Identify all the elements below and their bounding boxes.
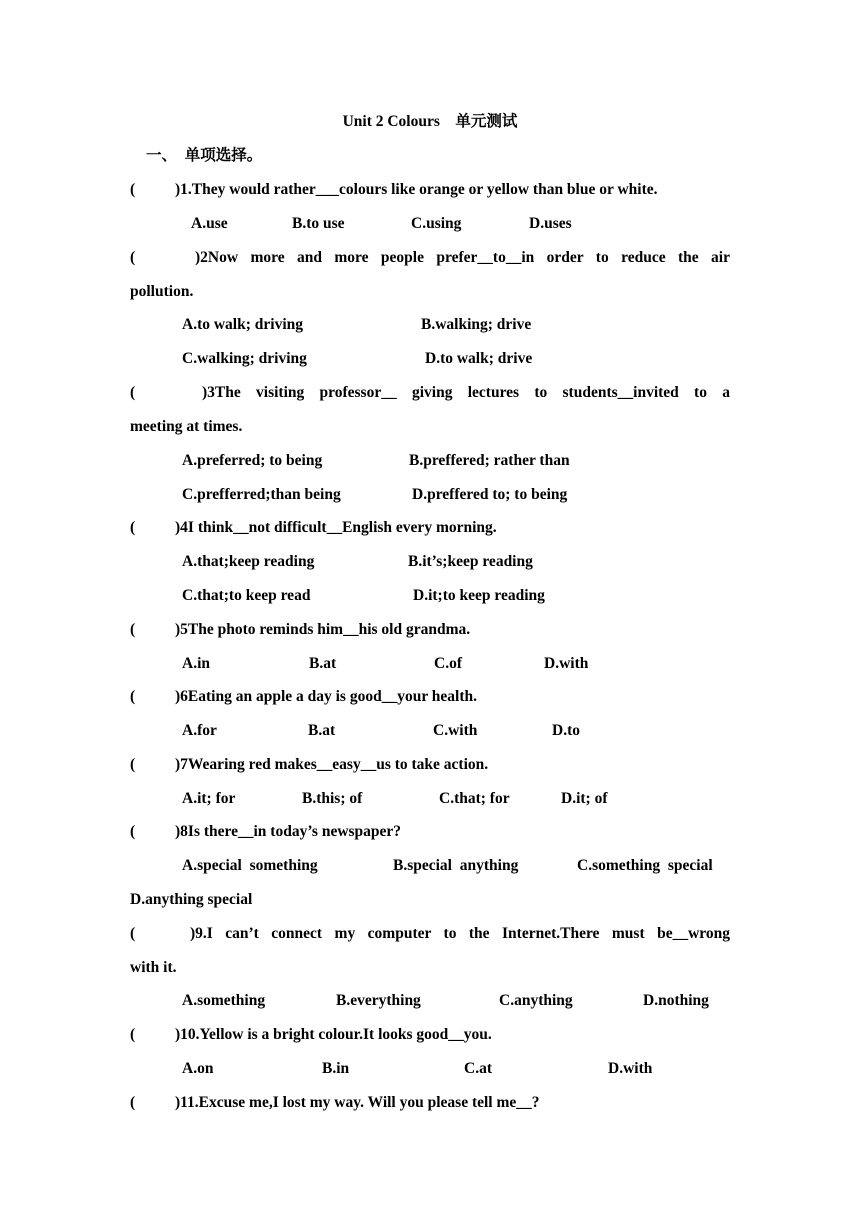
page-title: Unit 2 Colours 单元测试 <box>342 113 518 130</box>
question-8: ( )8Is there__in today’s newspaper? <box>130 823 402 840</box>
option-b: B.at <box>309 655 337 672</box>
question-10: ( )10.Yellow is a bright colour.It looks good__you. <box>130 1026 492 1043</box>
option-b: B.preffered; rather than <box>409 452 570 469</box>
option-a: A.in <box>182 655 210 672</box>
option-b: B.in <box>322 1060 350 1077</box>
question-1: ( )1.They would rather___colours like orange or yellow than blue or white. <box>130 181 658 198</box>
option-a: A.preferred; to being <box>182 452 323 469</box>
question-3-cont: meeting at times. <box>130 418 243 435</box>
question-2: ( )2Now more and more people prefer__to__in order to reduce the air <box>130 249 730 266</box>
option-b: B.walking; drive <box>421 316 532 333</box>
option-c: C.anything <box>499 992 573 1009</box>
option-a: A.for <box>182 722 217 739</box>
option-b: B.at <box>308 722 336 739</box>
answer-blank[interactable]: ( <box>130 1094 136 1111</box>
option-d: D.to walk; drive <box>425 350 533 367</box>
option-c: C.prefferred;than being <box>182 486 341 503</box>
answer-blank[interactable]: ( <box>130 384 136 401</box>
option-d: D.anything special <box>130 891 253 908</box>
option-b: B.everything <box>336 992 421 1009</box>
option-b: B.this; of <box>302 790 363 807</box>
answer-blank[interactable]: ( <box>130 621 136 638</box>
option-d: D.with <box>544 655 589 672</box>
option-b: B.to use <box>292 215 345 232</box>
option-a: A.on <box>182 1060 214 1077</box>
answer-blank[interactable]: ( <box>130 519 136 536</box>
option-a: A.to walk; driving <box>182 316 303 333</box>
question-4: ( )4I think__not difficult__English every morning. <box>130 519 497 536</box>
option-a: A.it; for <box>182 790 236 807</box>
option-d: D.it; of <box>561 790 608 807</box>
option-c: C.at <box>464 1060 492 1077</box>
answer-blank[interactable]: ( <box>130 1026 136 1043</box>
option-d: D.with <box>608 1060 653 1077</box>
option-b: B.special anything <box>393 857 519 874</box>
option-a: A.that;keep reading <box>182 553 315 570</box>
option-a: A.use <box>191 215 228 232</box>
option-c: C.walking; driving <box>182 350 307 367</box>
question-9: ( )9.I can’t connect my computer to the Internet.There must be__wrong <box>130 925 730 942</box>
option-d: D.to <box>552 722 580 739</box>
option-c: C.using <box>411 215 462 232</box>
answer-blank[interactable]: ( <box>130 823 136 840</box>
answer-blank[interactable]: ( <box>130 925 136 942</box>
section-heading: 一、 单项选择。 <box>146 147 263 164</box>
question-5: ( )5The photo reminds him__his old grandma. <box>130 621 471 638</box>
option-d: D.preffered to; to being <box>412 486 568 503</box>
option-c: C.that;to keep read <box>182 587 311 604</box>
answer-blank[interactable]: ( <box>130 181 136 198</box>
answer-blank[interactable]: ( <box>130 688 136 705</box>
question-6: ( )6Eating an apple a day is good__your health. <box>130 688 478 705</box>
answer-blank[interactable]: ( <box>130 756 136 773</box>
answer-blank[interactable]: ( <box>130 249 136 266</box>
option-a: A.special something <box>182 857 318 874</box>
option-d: D.it;to keep reading <box>413 587 545 604</box>
question-3: ( )3The visiting professor__ giving lectures to students__invited to a <box>130 384 730 401</box>
option-a: A.something <box>182 992 266 1009</box>
option-c: C.something special <box>577 857 713 874</box>
option-c: C.that; for <box>439 790 510 807</box>
option-c: C.of <box>434 655 462 672</box>
option-d: D.nothing <box>643 992 709 1009</box>
option-d: D.uses <box>529 215 572 232</box>
question-9-cont: with it. <box>130 959 177 976</box>
question-7: ( )7Wearing red makes__easy__us to take action. <box>130 756 489 773</box>
question-11: ( )11.Excuse me,I lost my way. Will you please tell me__? <box>130 1094 540 1111</box>
question-2-cont: pollution. <box>130 283 194 300</box>
option-c: C.with <box>433 722 478 739</box>
option-b: B.it’s;keep reading <box>408 553 533 570</box>
